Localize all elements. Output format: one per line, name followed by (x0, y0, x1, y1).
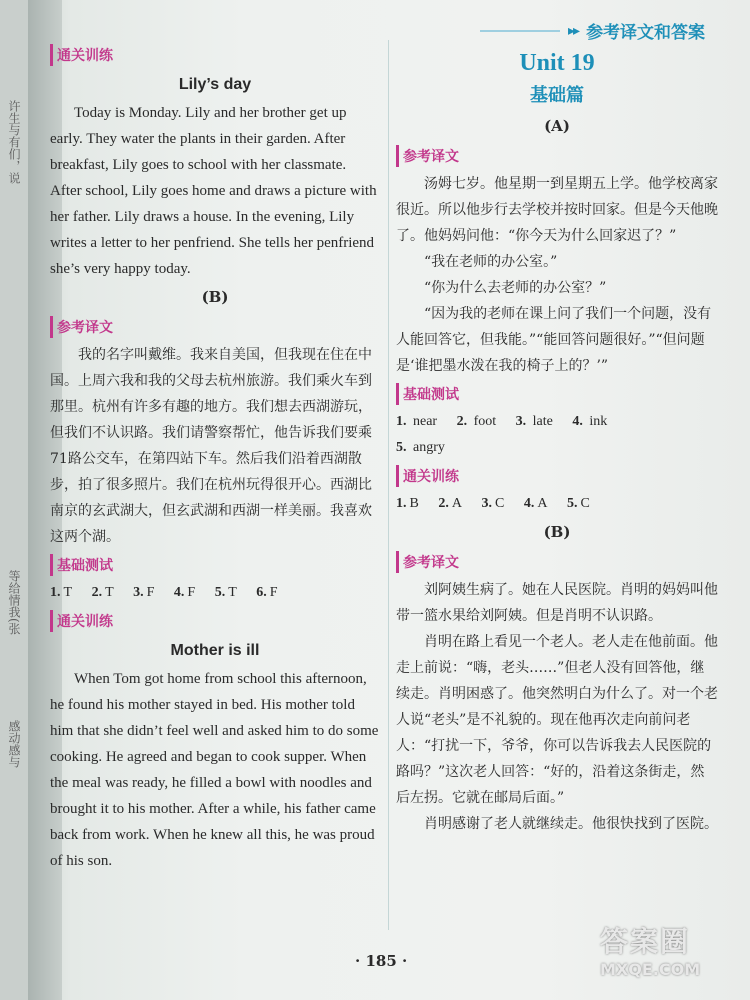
story-title: Lily’s day (178, 76, 252, 93)
section-label: (B) (201, 288, 229, 306)
answer-item: 3. C (481, 496, 505, 511)
answer-item: 2. A (438, 496, 462, 511)
answer-item: 5. T (214, 585, 237, 600)
answer-list (396, 491, 718, 517)
tag-label: 通关训练 (50, 610, 117, 632)
translation-text: “因为我的老师在课上问了我们一个问题，没有人能回答它，但我能。”“能回答问题很好。”“但问题是‘谁把墨水泼在我的椅子上的？’” (396, 306, 712, 374)
translation-text: “我在老师的办公室。” (424, 254, 558, 270)
answer-item: 4. ink (572, 414, 608, 429)
edge-text: 许生与有们，说 (7, 100, 21, 184)
left-column (50, 40, 380, 874)
header-title: 参考译文和答案 (586, 23, 706, 43)
double-arrow-icon: ▸▸ (568, 22, 579, 39)
translation-text: 刘阿姨生病了。她在人民医院。肖明的妈妈叫他带一篮水果给刘阿姨。但是肖明不认识路。 (396, 582, 718, 624)
tag-label: 参考译文 (396, 551, 463, 573)
tag-label: 通关训练 (50, 44, 117, 66)
watermark-logo: 答案圈 (600, 925, 691, 958)
answer-item: 2. T (91, 585, 114, 600)
story-text: When Tom got home from school this afternoon, he found his mother stayed in bed. His mother told him that she didn’t feel well and asked him to do some cooking. He agreed and began to cook supper. When the meal was ready, he filled a bowl with noodles and brought it to his mother. After a while, his father came back from work. When he knew all this, he was proud of his son. (50, 671, 379, 869)
tag-label: 参考译文 (396, 145, 463, 167)
watermark-url: MXQE.COM (600, 960, 701, 979)
answer-list (50, 580, 380, 606)
translation-text: 我的名字叫戴维。我来自美国，但我现在住在中国。上周六我和我的父母去杭州旅游。我们乘火车到那里。杭州有许多有趣的地方。我们想去西湖游玩，但我们不认识路。我们请警察帮忙，他告诉我们要乘71路公交车，在第四站下车。然后我们沿着西湖散步，拍了很多照片。我们在杭州玩得很开心。西湖比南京的玄武湖大，但玄武湖和西湖一样美丽。我喜欢这两个湖。 (50, 347, 372, 545)
answer-list (396, 409, 718, 461)
edge-text: 感动感与 (7, 720, 21, 768)
section-label: (A) (544, 117, 570, 135)
answer-item: 1. B (396, 496, 419, 511)
section-label: (B) (543, 523, 571, 541)
translation-text: 汤姆七岁。他星期一到星期五上学。他学校离家很近。所以他步行去学校并按时回家。但是今天他晚了。他妈妈问他：“你今天为什么回家迟了？” (396, 176, 718, 244)
answer-item: 5. angry (396, 440, 445, 455)
tag-label: 参考译文 (50, 316, 117, 338)
unit-subtitle: 基础篇 (530, 85, 584, 106)
edge-text: 等给情我(张 (7, 570, 21, 635)
watermark (600, 920, 740, 992)
answer-item: 1. near (396, 414, 438, 429)
answer-item: 6. F (256, 585, 278, 600)
tag-label: 通关训练 (396, 465, 463, 487)
answer-item: 1. T (50, 585, 73, 600)
unit-title: Unit 19 (519, 50, 595, 76)
translation-text: “你为什么去老师的办公室？” (424, 280, 607, 296)
answer-item: 4. A (523, 496, 548, 511)
answer-item: 4. F (173, 585, 196, 600)
right-column (396, 40, 718, 837)
answer-item: 3. F (133, 585, 155, 600)
tag-label: 基础测试 (396, 383, 463, 405)
translation-text: 肖明感谢了老人就继续走。他很快找到了医院。 (424, 816, 718, 832)
story-title: Mother is ill (170, 642, 260, 659)
answer-item: 3. late (515, 414, 553, 429)
answer-item: 2. foot (456, 414, 497, 429)
tag-label: 基础测试 (50, 554, 117, 576)
column-divider (388, 40, 389, 930)
story-text: Today is Monday. Lily and her brother get up early. They water the plants in their garden. After breakfast, Lily goes to school with her classmate. After school, Lily goes home and draws a picture with her father. Lily draws a house. In the evening, Lily writes a letter to her penfriend. She tells her penfriend she’s very happy today. (50, 105, 377, 277)
answer-item: 5. C (566, 496, 590, 511)
header-line (480, 30, 560, 32)
translation-text: 肖明在路上看见一个老人。老人走在他前面。他走上前说：“嗨，老头……”但老人没有回答他，继续走。肖明困惑了。他突然明白为什么了。对一个老人说“老头”是不礼貌的。现在他再次走向前问老人：“打扰一下，爷爷，你可以告诉我去人民医院的路吗？”这次老人回答：“好的，沿着这条街走，然后左拐。它就在邮局后面。” (396, 634, 718, 806)
page-number: · 185 · (355, 952, 408, 970)
